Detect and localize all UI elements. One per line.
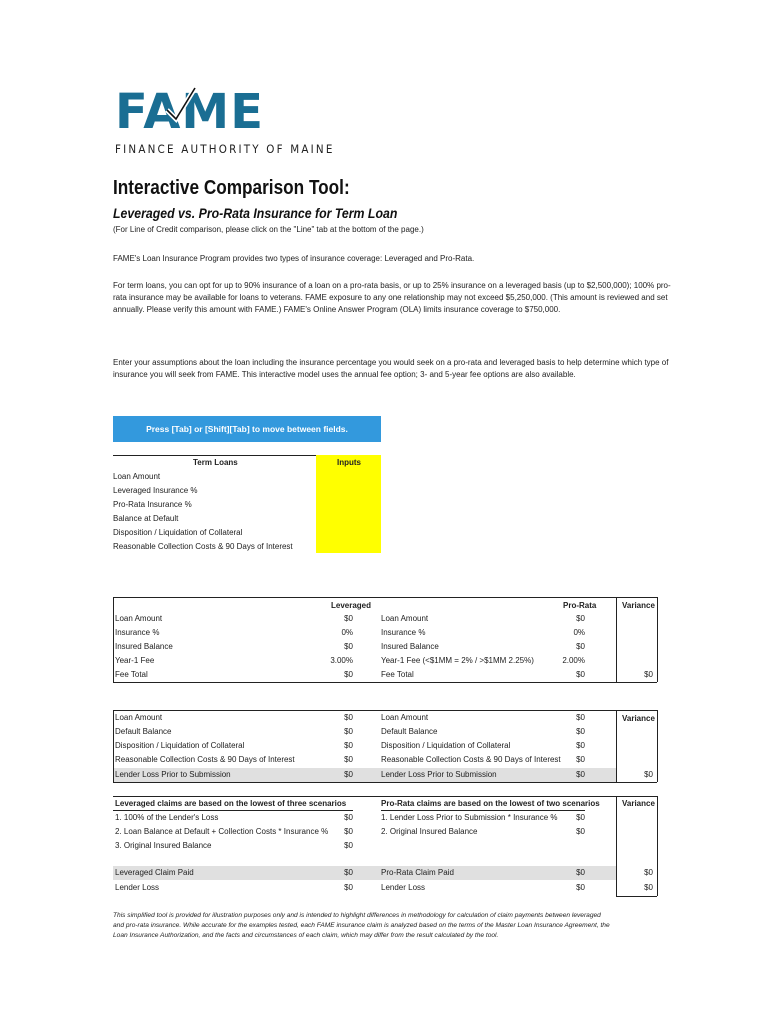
fee-pr-value: 2.00% [562,656,585,665]
logo-wordmark: FAME [115,84,264,140]
loss-pr-label: Default Balance [381,727,438,736]
term-loans-text: For term loans, you can opt for up to 90% insurance of a loan on a pro-rata basis, or up to 25% insurance on a leveraged basis (up to $2,500,000); 100% pro-rata insurance may be available for loans to veterans. FAME exposure to any one relationship may not exceed $5,250,000. (This amount is reviewed and set annually. Please verify this amount with FAME.) FAME's Online Answer Program (OLA) limits insurance coverage to $750,000. [113,281,671,314]
input-row-label: Leveraged Insurance % [113,486,198,495]
loss-pr-label: Disposition / Liquidation of Collateral [381,741,511,750]
input-row-label: Disposition / Liquidation of Collateral [113,528,243,537]
fee-pr-value: $0 [576,642,585,651]
fee-table [113,597,657,683]
fee-lev-value: $0 [344,642,353,651]
inputs-table [113,455,381,553]
loss-table [113,710,657,783]
fee-lev-value: $0 [344,670,353,679]
pr-scenario-value: $0 [576,813,585,822]
claim-paid-variance: $0 [644,868,653,877]
fee-lev-value: 3.00% [330,656,353,665]
leveraged-claims-header: Leveraged claims are based on the lowest of three scenarios [115,799,347,808]
lev-scenario-label: 3. Original Insured Balance [115,841,212,850]
pr-scenario-value: $0 [576,827,585,836]
loss-lev-value: $0 [344,727,353,736]
prorata-claims-header: Pro-Rata claims are based on the lowest of two scenarios [381,799,600,808]
loss-pr-value: $0 [576,741,585,750]
disclaimer-text: This simplified tool is provided for illustration purposes only and is intended to highlight differences in methodology for calculation of claim payments between leveraged and pro-rata insurance. While accurate for the examples tested, each FAME insurance claim is analyzed based on the terms of the Master Loan Insurance Agreement, the Loan Insurance Authorization, and the facts and circumstances of each claim, which may differ from the result calculated by the tool. [113,912,610,939]
tab-instruction-bar: Press [Tab] or [Shift][Tab] to move between fields. [113,416,381,442]
loss-pr-value: $0 [576,770,585,779]
line-of-credit-note: (For Line of Credit comparison, please click on the "Line" tab at the bottom of the page.) [113,225,424,234]
loss-pr-value: $0 [576,727,585,736]
lev-scenario-label: 2. Loan Balance at Default + Collection Costs * Insurance % [115,827,329,836]
inputs-header-inputs: Inputs [337,458,361,467]
lender-loss-variance: $0 [644,883,653,892]
lender-loss-pr-label: Lender Loss [381,883,426,892]
lev-scenario-value: $0 [344,827,353,836]
assumptions-text: Enter your assumptions about the loan including the insurance percentage you would seek on a pro-rata and leveraged basis to help determine which type of insurance you will seek from FAME. This interactive model uses the annual fee option; 3- and 5-year fee options are also available. [113,358,669,379]
fame-logo [115,84,335,158]
pr-scenario-label: 2. Original Insured Balance [381,827,478,836]
loss-lev-value: $0 [344,755,353,764]
variance-header: Variance [622,601,655,610]
claim-paid-pr-value: $0 [576,868,585,877]
fee-pr-label: Loan Amount [381,614,429,623]
fee-lev-value: 0% [341,628,353,637]
input-row-label: Reasonable Collection Costs & 90 Days of Interest [113,542,293,551]
claim-paid-lev-value: $0 [344,868,353,877]
loss-pr-label: Reasonable Collection Costs & 90 Days of Interest [381,755,561,764]
fee-lev-label: Year-1 Fee [115,656,155,665]
fee-pr-label: Fee Total [381,670,414,679]
claims-table [113,796,657,897]
intro-text: FAME's Loan Insurance Program provides two types of insurance coverage: Leveraged and Pro-Rata. [113,254,475,263]
page-title: Interactive Comparison Tool: [113,177,350,199]
loss-lev-label: Loan Amount [115,713,163,722]
prorata-header: Pro-Rata [563,601,597,610]
fee-pr-label: Insured Balance [381,642,439,651]
page-subtitle: Leveraged vs. Pro-Rata Insurance for Term Loan [113,205,398,221]
fee-pr-value: $0 [576,670,585,679]
input-row-label: Pro-Rata Insurance % [113,500,192,509]
pr-scenario-label: 1. Lender Loss Prior to Submission * Insurance % [381,813,558,822]
logo-subtitle: FINANCE AUTHORITY OF MAINE [115,142,335,156]
fee-lev-label: Fee Total [115,670,148,679]
loss-lev-label: Lender Loss Prior to Submission [115,770,231,779]
loss-pr-value: $0 [576,755,585,764]
variance-header: Variance [622,714,655,723]
loss-pr-value: $0 [576,713,585,722]
leveraged-header: Leveraged [331,601,372,610]
fee-lev-value: $0 [344,614,353,623]
lender-loss-lev-label: Lender Loss [115,883,160,892]
variance-header: Variance [622,799,655,808]
fee-pr-label: Year-1 Fee (<$1MM = 2% / >$1MM 2.25%) [381,656,534,665]
inputs-header-label: Term Loans [193,458,238,467]
loss-variance-value: $0 [644,770,653,779]
lev-scenario-value: $0 [344,813,353,822]
loss-pr-label: Lender Loss Prior to Submission [381,770,497,779]
lender-loss-lev-value: $0 [344,883,353,892]
loss-lev-value: $0 [344,770,353,779]
loss-lev-value: $0 [344,713,353,722]
input-row-label: Balance at Default [113,514,179,523]
loss-lev-label: Disposition / Liquidation of Collateral [115,741,245,750]
loss-pr-label: Loan Amount [381,713,429,722]
lender-loss-pr-value: $0 [576,883,585,892]
loss-lev-label: Default Balance [115,727,172,736]
fee-lev-label: Loan Amount [115,614,163,623]
fee-lev-label: Insured Balance [115,642,173,651]
checkmark-icon [163,84,199,124]
claim-paid-lev-label: Leveraged Claim Paid [115,868,194,877]
fee-pr-label: Insurance % [381,628,426,637]
loss-lev-value: $0 [344,741,353,750]
fee-pr-value: $0 [576,614,585,623]
input-row-label: Loan Amount [113,472,161,481]
fee-lev-label: Insurance % [115,628,160,637]
fee-pr-value: 0% [573,628,585,637]
loss-lev-label: Reasonable Collection Costs & 90 Days of Interest [115,755,295,764]
lev-scenario-label: 1. 100% of the Lender's Loss [115,813,219,822]
lev-scenario-value: $0 [344,841,353,850]
fee-variance-value: $0 [644,670,653,679]
claim-paid-pr-label: Pro-Rata Claim Paid [381,868,454,877]
